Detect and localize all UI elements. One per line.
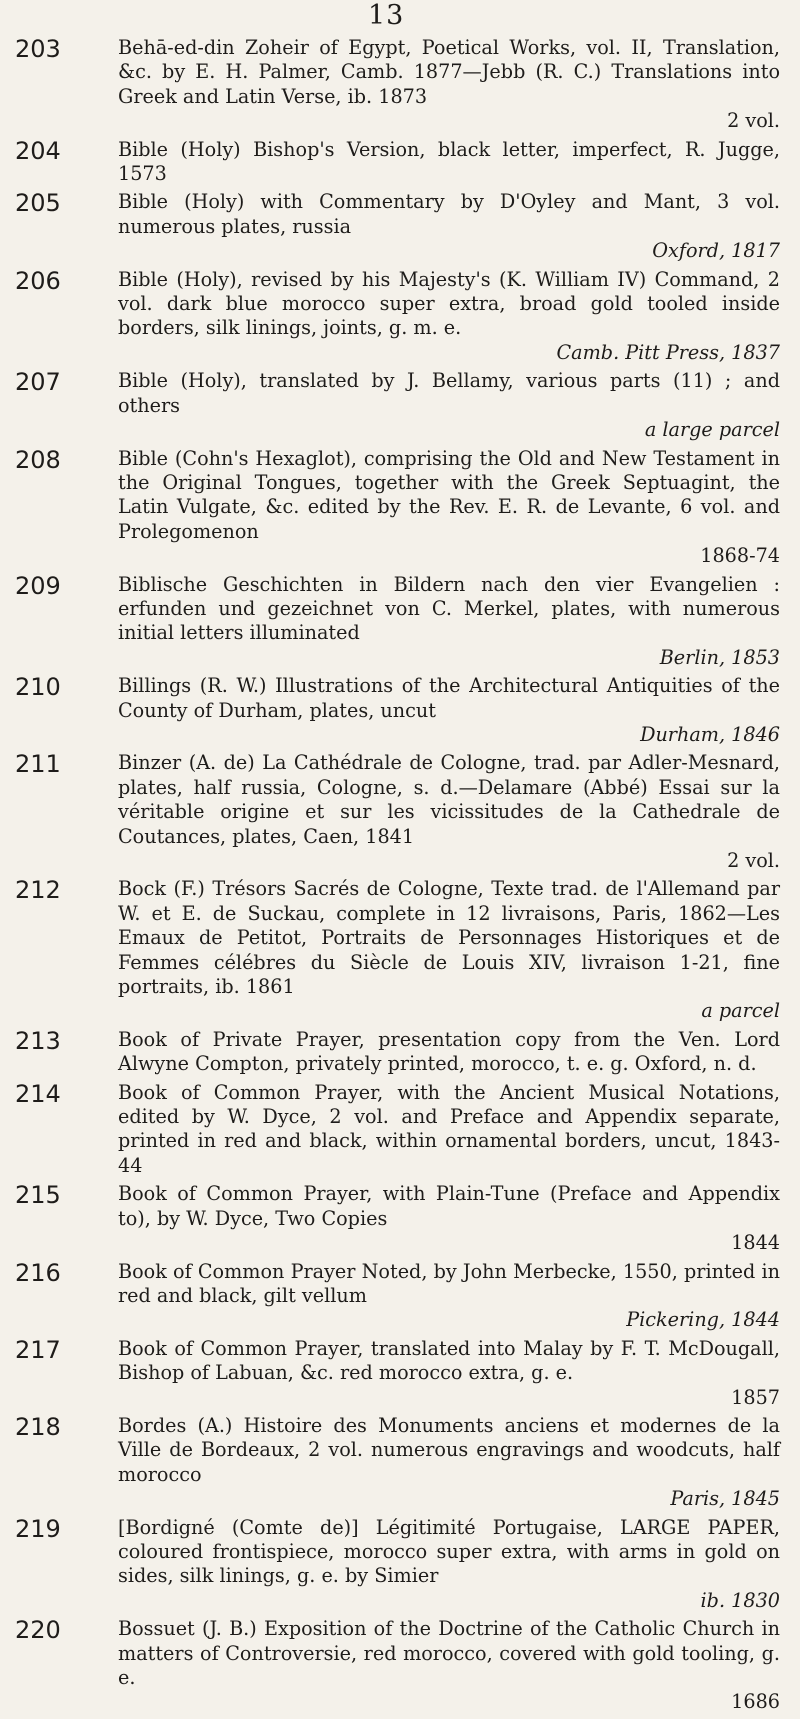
entry-description: Bible (Holy), translated by J. Bellamy, various parts (11) ; and others	[118, 369, 780, 417]
entry-date: Berlin, 1853	[659, 645, 780, 669]
lot-number: 217	[15, 1335, 61, 1364]
entry-description: Biblische Geschichten in Bildern nach den vier Evangelien : erfunden und gezeichnet von C. Merkel, plates, with numerous initial letters illuminated	[118, 572, 780, 645]
lot-number: 203	[15, 35, 61, 63]
entry-description: Book of Private Prayer, presentation copy from the Ven. Lord Alwyne Compton, privately printed, morocco, t. e. g. Oxford, n. d.	[118, 1027, 780, 1076]
entry-description: Bible (Holy) Bishop's Version, black letter, imperfect, R. Jugge, 1573	[118, 137, 780, 186]
catalog-entry	[0, 573, 800, 671]
entry-description: Bible (Cohn's Hexaglot), comprising the Old and New Testament in the Original Tongues, together with the Greek Septuagint, the Latin Vulgate, &c. edited by the Rev. E. R. de Levante, 6 vol. and Prolegomenon	[118, 446, 780, 543]
catalog-entry	[0, 1081, 800, 1179]
catalog-entry	[0, 369, 800, 442]
lot-number: 216	[15, 1258, 61, 1287]
lot-number: 214	[15, 1079, 61, 1108]
entry-date: a large parcel	[644, 418, 780, 442]
catalog-entry	[0, 447, 800, 569]
entry-date: Pickering, 1844	[626, 1308, 780, 1332]
catalog-list	[0, 36, 800, 1719]
entry-description: Bordes (A.) Histoire des Monuments anciens et modernes de la Ville de Bordeaux, 2 vol. numerous engravings and woodcuts, half morocco	[118, 1413, 780, 1486]
catalog-entry	[0, 268, 800, 366]
entry-date: 1857	[731, 1385, 780, 1409]
entry-description: Billings (R. W.) Illustrations of the Architectural Antiquities of the County of Durham, plates, uncut	[118, 674, 780, 722]
entry-description: Binzer (A. de) La Cathédrale de Cologne, trad. par Adler-Mesnard, plates, half russia, Cologne, s. d.—Delamare (Abbé) Essai sur la véritable origine et sur les vicissitudes de la Cathedrale de Coutances, plates, Caen, 1841	[118, 751, 780, 848]
lot-number: 212	[15, 876, 61, 905]
entry-date: 1844	[731, 1231, 780, 1255]
entry-date: Camb. Pitt Press, 1837	[556, 340, 780, 364]
catalog-entry	[0, 1337, 800, 1410]
page-number: 13	[368, 0, 405, 31]
catalog-entry	[0, 138, 800, 187]
entry-date: Oxford, 1817	[652, 239, 780, 263]
entry-description: Bock (F.) Trésors Sacrés de Cologne, Texte trad. de l'Allemand par W. et E. de Suckau, complete in 12 livraisons, Paris, 1862—Les Emaux de Petitot, Portraits de Personnages Historiques et de Femmes célébres du Siècle de Louis XIV, livraison 1-21, fine portraits, ib. 1861	[118, 877, 780, 999]
lot-number: 209	[15, 571, 61, 600]
entry-description: Bible (Holy) with Commentary by D'Oyley and Mant, 3 vol. numerous plates, russia	[118, 190, 780, 238]
catalog-entry	[0, 1516, 800, 1614]
catalog-entry	[0, 1617, 800, 1715]
lot-number: 205	[15, 189, 61, 218]
lot-number: 204	[15, 136, 61, 165]
entry-date: 2 vol.	[727, 109, 780, 133]
catalog-entry	[0, 36, 800, 134]
catalog-entry	[0, 1182, 800, 1255]
lot-number: 215	[15, 1181, 61, 1210]
catalog-entry	[0, 877, 800, 1023]
entry-description: Bossuet (J. B.) Exposition of the Doctrine of the Catholic Church in matters of Controversie, red morocco, covered with gold tooling, g. e.	[118, 1617, 780, 1689]
lot-number: 207	[15, 368, 61, 397]
entry-date: 1686	[731, 1690, 780, 1714]
entry-date: Paris, 1845	[670, 1487, 780, 1511]
lot-number: 213	[15, 1026, 61, 1055]
lot-number: 211	[15, 750, 61, 779]
lot-number: 220	[15, 1616, 61, 1645]
entry-date: ib. 1830	[700, 1588, 780, 1612]
entry-description: Book of Common Prayer, translated into Malay by F. T. McDougall, Bishop of Labuan, &c. red morocco extra, g. e.	[118, 1336, 780, 1385]
entry-description: Book of Common Prayer Noted, by John Merbecke, 1550, printed in red and black, gilt vellum	[118, 1259, 780, 1307]
catalog-entry	[0, 1414, 800, 1512]
catalog-entry	[0, 1260, 800, 1333]
lot-number: 206	[15, 266, 61, 295]
catalog-entry	[0, 1028, 800, 1077]
catalog-entry	[0, 190, 800, 263]
lot-number: 218	[15, 1412, 61, 1441]
entry-date: Durham, 1846	[640, 722, 780, 746]
entry-description: Behā-ed-din Zoheir of Egypt, Poetical Works, vol. II, Translation, &c. by E. H. Palmer, Camb. 1877—Jebb (R. C.) Translations into Greek and Latin Verse, ib. 1873	[118, 36, 780, 108]
lot-number: 208	[15, 445, 61, 474]
catalog-entry	[0, 751, 800, 873]
entry-date: a parcel	[701, 999, 780, 1023]
entry-description: Book of Common Prayer, with Plain-Tune (Preface and Appendix to), by W. Dyce, Two Copies	[118, 1182, 780, 1230]
lot-number: 219	[15, 1514, 61, 1543]
lot-number: 210	[15, 673, 61, 702]
entry-description: Bible (Holy), revised by his Majesty's (K. William IV) Command, 2 vol. dark blue morocco super extra, broad gold tooled inside borders, silk linings, joints, g. m. e.	[118, 267, 780, 340]
entry-date: 2 vol.	[727, 849, 780, 872]
entry-description: [Bordigné (Comte de)] Légitimité Portugaise, LARGE PAPER, coloured frontispiece, morocco super extra, with arms in gold on sides, silk linings, g. e. by Simier	[118, 1515, 780, 1588]
catalog-entry	[0, 674, 800, 747]
entry-date: 1868-74	[700, 544, 780, 568]
entry-description: Book of Common Prayer, with the Ancient Musical Notations, edited by W. Dyce, 2 vol. and Preface and Appendix separate, printed in red and black, within ornamental borders, uncut, 1843-44	[118, 1080, 780, 1177]
